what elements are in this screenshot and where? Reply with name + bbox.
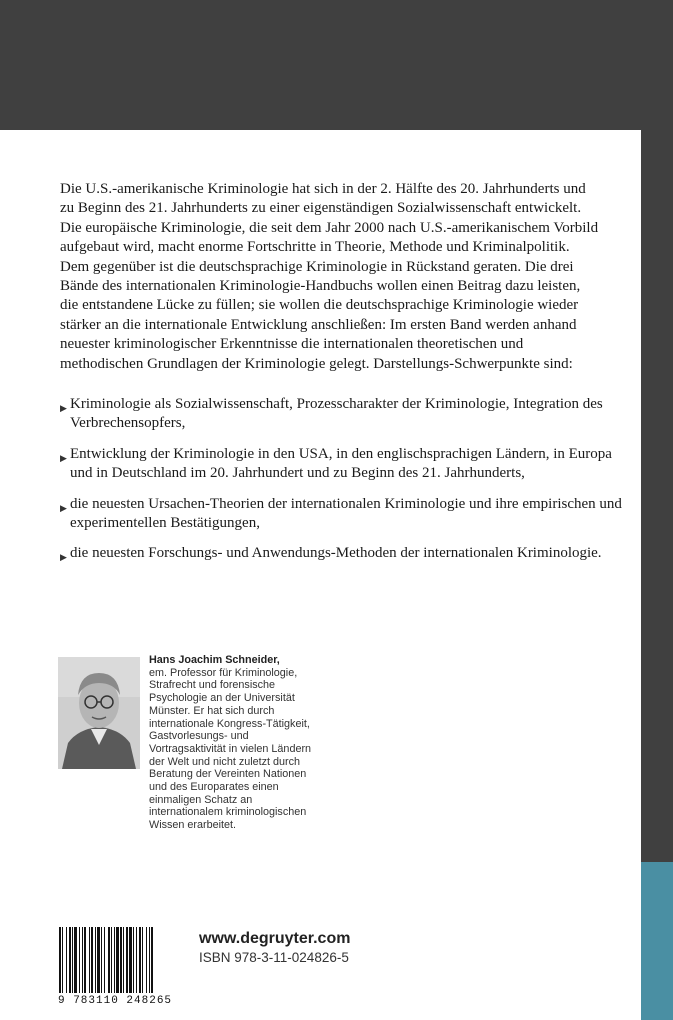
- list-item: [60, 395, 630, 434]
- list-item: [60, 495, 630, 534]
- intro-paragraph: Die U.S.-amerikanische Kriminologie hat sich in der 2. Hälfte des 20. Jahrhunderts und zu Beginn des 21. Jahrhunderts zu einer eigenständigen Sozialwissenschaft entwickelt. Die europäische Kriminologie, die seit dem Jahr 2000 nach U.S.-amerikanischem Vorbild aufgebaut wird, macht enorme Fortschritte in Theorie, Methode und Kriminalpolitik. Dem gegenüber ist die deutschsprachige Kriminologie in Rückstand geraten. Die drei Bände des internationalen Kriminologie-Handbuchs wollen einen Beitrag dazu leisten, die entstandene Lücke zu füllen; sie wollen die deutschsprachige Kriminologie wieder stärker an die internationale Entwicklung anschließen: Im ersten Band werden anhand neuester kriminologischer Erkenntnisse die internationalen theoretischen und methodischen Grundlagen der Kriminologie gelegt. Darstellungs-Schwerpunkte sind:: [60, 181, 599, 372]
- focus-list: [60, 395, 630, 575]
- isbn-number: ISBN 978-3-11-024826-5: [199, 950, 349, 965]
- list-item: [60, 445, 630, 484]
- triangle-bullet-icon: ▶: [60, 403, 67, 413]
- triangle-bullet-icon: ▶: [60, 552, 67, 563]
- author-bio: [149, 654, 319, 832]
- author-photo: [58, 657, 140, 769]
- list-item-text: Entwicklung der Kriminologie in den USA, in den englischsprachigen Ländern, in Europa und in Deutschland im 20. Jahrhundert und zu Beginn des 21. Jahrhunderts,: [70, 445, 612, 482]
- list-item: [60, 544, 630, 563]
- author-name: Hans Joachim Schneider,: [149, 654, 280, 666]
- list-item-text: die neuesten Forschungs- und Anwendungs-Methoden der internationalen Kriminologie.: [70, 545, 602, 562]
- author-bio-text: em. Professor für Kriminologie, Strafrecht und forensische Psychologie an der Universität Münster. Er hat sich durch internationale Kongress-Tätigkeit, Gastvorlesungs- und Vortragsaktivität in vielen Ländern der Welt und nicht zuletzt durch Beratung der Vereinten Nationen und des Europarates einen einmaligen Schatz an internationalem kriminologischen Wissen erarbeitet.: [149, 666, 312, 832]
- list-item-text: die neuesten Ursachen-Theorien der internationalen Kriminologie und ihre empirischen und experimentellen Bestätigungen,: [70, 495, 622, 532]
- triangle-bullet-icon: ▶: [60, 452, 67, 463]
- barcode-digits: 9 783110 248265: [58, 995, 173, 1007]
- back-cover: [0, 130, 641, 1020]
- triangle-bullet-icon: ▶: [60, 502, 67, 513]
- publisher-website: www.degruyter.com: [199, 930, 351, 947]
- accent-strip: [641, 862, 673, 1020]
- list-item-text: Kriminologie als Sozialwissenschaft, Prozesscharakter der Kriminologie, Integration des Verbrechensopfers,: [70, 396, 603, 432]
- isbn-barcode: [58, 927, 178, 993]
